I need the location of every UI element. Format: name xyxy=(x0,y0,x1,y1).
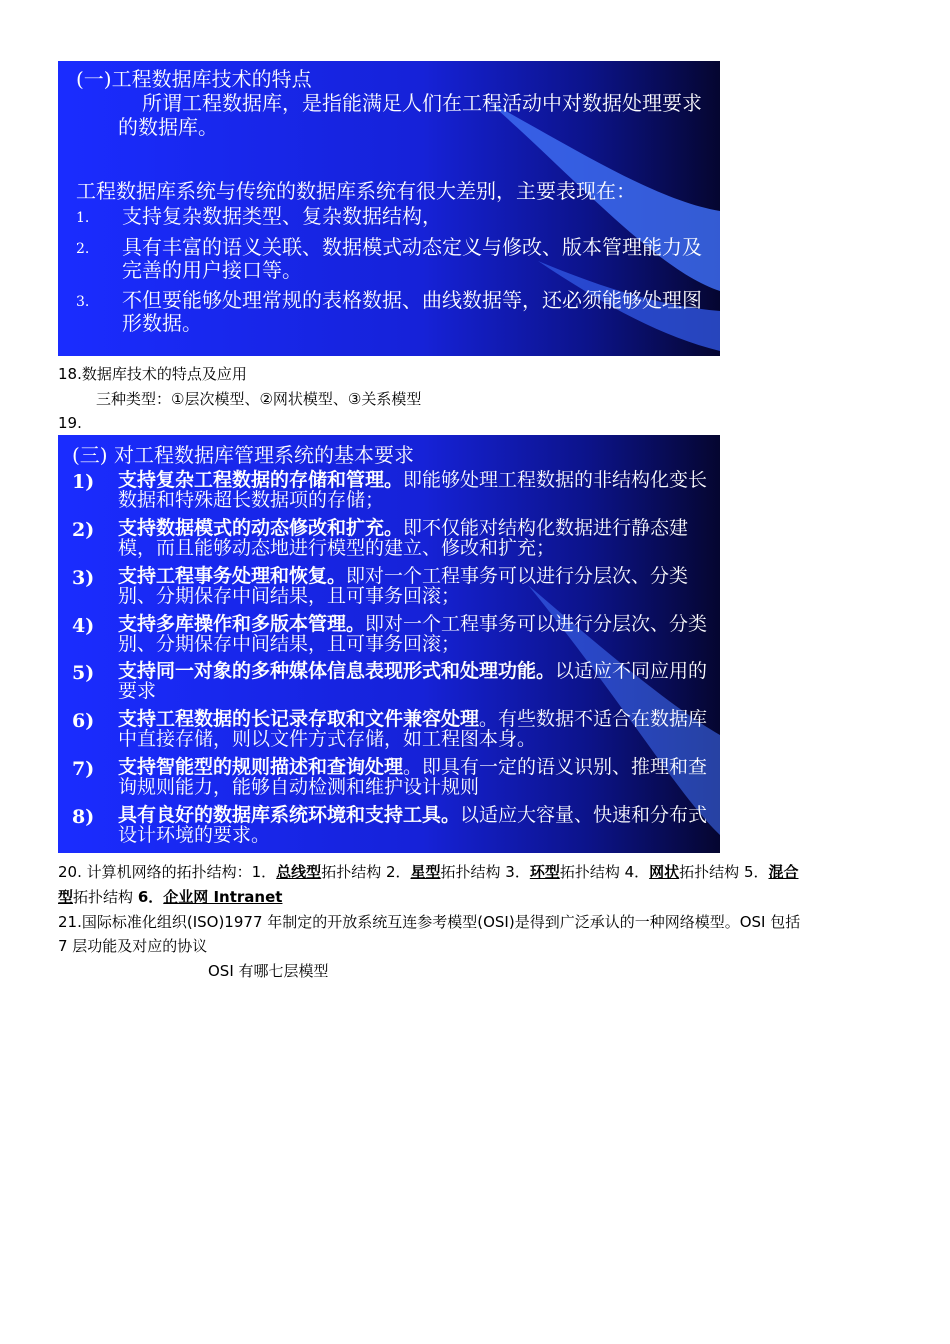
slide-title: (三) 对工程数据库管理系统的基本要求 xyxy=(72,443,414,467)
slide-image-db-requirements xyxy=(58,435,720,853)
requirement-item: 8) 具有良好的数据库系统环境和支持工具。以适应大容量、快速和分布式设计环境的要求。 xyxy=(72,804,708,846)
slide-list-item: 1. 支持复杂数据类型、复杂数据结构， xyxy=(76,204,442,228)
osi-paragraph-cont: 7 层功能及对应的协议 xyxy=(58,937,208,955)
slide-list-item: 2. 具有丰富的语义关联、数据模式动态定义与修改、版本管理能力及完善的用户接口等。 xyxy=(76,235,702,282)
requirement-item: 5) 支持同一对象的多种媒体信息表现形式和处理功能。以适应不同应用的要求 xyxy=(72,660,708,702)
model-types-text: 三种类型：①层次模型、②网状模型、③关系模型 xyxy=(96,390,422,408)
requirement-item: 3) 支持工程事务处理和恢复。即对一个工程事务可以进行分层次、分类别、分期保存中间结果，且可事务回滚； xyxy=(72,565,689,607)
heading-18: 18.数据库技术的特点及应用 xyxy=(58,365,247,383)
requirement-item: 2) 支持数据模式的动态修改和扩充。即不仅能对结构化数据进行静态建模，而且能够动态地进行模型的建立、修改和扩充； xyxy=(72,517,689,559)
osi-paragraph: 21.国际标准化组织(ISO)1977 年制定的开放系统互连参考模型(OSI)是得到广泛承认的一种网络模型。OSI 包括 xyxy=(58,913,801,931)
slide-paragraph: 所谓工程数据库，是指能满足人们在工程活动中对数据处理要求的数据库。 xyxy=(118,91,702,139)
osi-question: OSI 有哪七层模型 xyxy=(208,962,329,980)
slide-image-database-features xyxy=(58,61,720,356)
requirement-item: 6) 支持工程数据的长记录存取和文件兼容处理。有些数据不适合在数据库中直接存储，则以文件方式存储，如工程图本身。 xyxy=(72,708,708,750)
slide-list-item: 3. 不但要能够处理常规的表格数据、曲线数据等，还必须能够处理图形数据。 xyxy=(76,288,702,335)
requirement-item: 1) 支持复杂工程数据的存储和管理。即能够处理工程数据的非结构化变长数据和特殊超长数据项的存储； xyxy=(72,469,708,511)
slide-title: (一)工程数据库技术的特点 xyxy=(76,67,312,91)
requirement-item: 4) 支持多库操作和多版本管理。即对一个工程事务可以进行分层次、分类别、分期保存中间结果，且可事务回滚； xyxy=(72,613,708,655)
slide-intro: 工程数据库系统与传统的数据库系统有很大差别，主要表现在： xyxy=(76,179,636,203)
topology-line-cont: 型拓扑结构 6．企业网 Intranet xyxy=(58,888,283,906)
requirement-item: 7) 支持智能型的规则描述和查询处理。即具有一定的语义识别、推理和查询规则能力，能够自动检测和维护设计规则 xyxy=(72,756,708,798)
heading-19: 19. xyxy=(58,414,82,432)
topology-line: 20. 计算机网络的拓扑结构：1．总线型拓扑结构 2．星型拓扑结构 3．环型拓扑结构 4．网状拓扑结构 5．混合 xyxy=(58,863,799,881)
